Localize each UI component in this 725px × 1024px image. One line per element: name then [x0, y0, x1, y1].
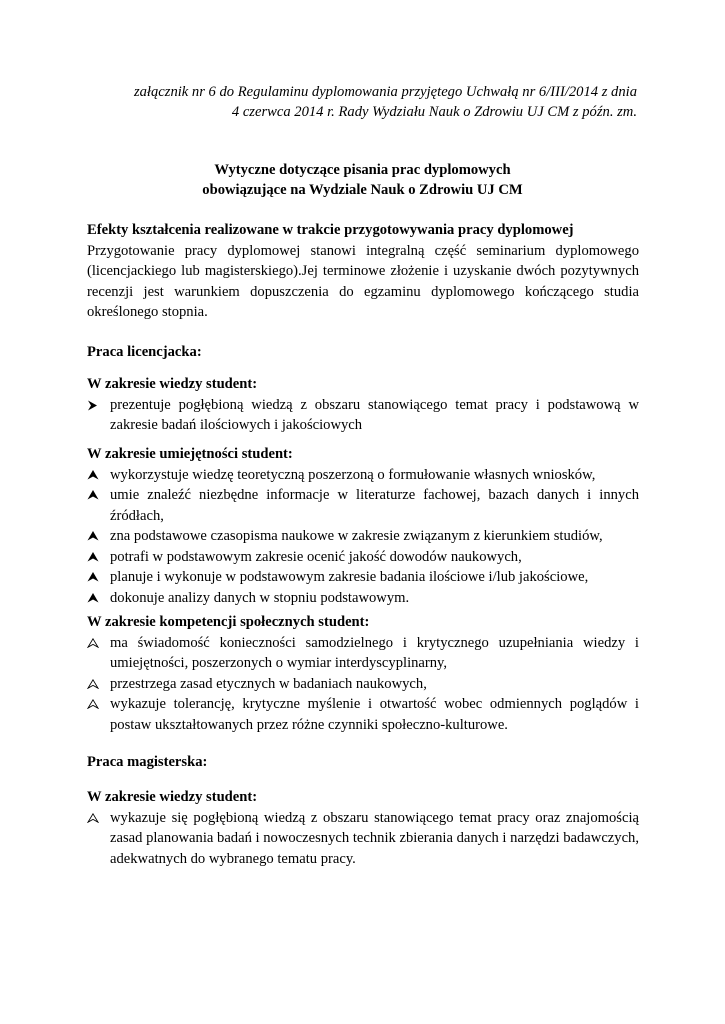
list-item-text: zna podstawowe czasopisma naukowe w zakresie związanym z kierunkiem studiów, — [110, 528, 603, 544]
lic-kompetencje-heading: W zakresie kompetencji społecznych student: — [87, 614, 370, 630]
list-item — [87, 588, 639, 609]
licencjacka-heading: Praca licencjacka: — [87, 344, 202, 360]
list-item-text: wykazuje tolerancję, krytyczne myślenie i otwartość wobec odmiennych poglądów i postaw ukształtowanych przez różne czynniki społeczno-kulturowe. — [110, 696, 639, 733]
lic-kompetencje-section — [87, 612, 639, 735]
filled-tri-bullet-icon — [87, 547, 103, 562]
lic-wiedza-heading: W zakresie wiedzy student: — [87, 376, 258, 392]
filled-tri-bullet-icon — [87, 465, 103, 480]
list-item-text: umie znaleźć niezbędne informacje w literaturze fachowej, bazach danych i innych źródłach, — [110, 487, 639, 524]
mag-wiedza-heading: W zakresie wiedzy student: — [87, 789, 258, 805]
list-item-text: wykazuje się pogłębioną wiedzą z obszaru stanowiącego temat pracy oraz znajomością zasad planowania badań i nowoczesnych technik zbierania danych i narzędzi badawczych, adekwatnych do wybranego tematu pracy. — [110, 809, 639, 867]
list-item-text: prezentuje pogłębioną wiedzą z obszaru stanowiącego temat pracy i podstawową w zakresie badań ilościowych i jakościowych — [110, 396, 639, 433]
effects-section — [87, 220, 639, 323]
filled-tri-bullet-icon — [87, 588, 103, 603]
list-item — [87, 674, 639, 695]
list-item — [87, 567, 639, 588]
magisterska-heading: Praca magisterska: — [87, 754, 208, 770]
lic-umiejetnosci-heading: W zakresie umiejętności student: — [87, 446, 293, 462]
list-item — [87, 485, 639, 526]
list-item — [87, 694, 639, 735]
list-item — [87, 526, 639, 547]
filled-tri-bullet-icon — [87, 526, 103, 541]
arrowhead-bullet-icon — [87, 395, 103, 411]
effects-heading: Efekty kształcenia realizowane w trakcie przygotowywania pracy dyplomowej — [87, 222, 574, 238]
outline-tri-bullet-icon — [87, 694, 103, 709]
filled-tri-bullet-icon — [87, 485, 103, 500]
annex-note — [134, 82, 637, 122]
title-line-1: Wytyczne dotyczące pisania prac dyplomowych — [214, 162, 511, 178]
outline-tri-bullet-icon — [87, 674, 103, 689]
annex-line-2: 4 czerwca 2014 r. Rady Wydziału Nauk o Zdrowiu UJ CM z późn. zm. — [231, 104, 637, 120]
list-item-text: dokonuje analizy danych w stopniu podstawowym. — [110, 589, 410, 606]
outline-tri-bullet-icon — [87, 808, 103, 823]
list-item — [87, 633, 639, 674]
lic-wiedza-section — [87, 374, 639, 436]
list-item — [87, 547, 639, 568]
effects-paragraph: Przygotowanie pracy dyplomowej stanowi integralną część seminarium dyplomowego (licencjackiego lub magisterskiego).Jej terminowe złożenie i uzyskanie dwóch pozytywnych recenzji jest warunkiem dopuszczenia do egzaminu dyplomowego kończącego studia określonego stopnia. — [87, 242, 639, 320]
filled-tri-bullet-icon — [87, 567, 103, 582]
list-item — [87, 808, 639, 870]
outline-tri-bullet-icon — [87, 633, 103, 648]
list-item-text: ma świadomość konieczności samodzielnego i krytycznego uzupełniania wiedzy i umiejętności, poszerzonych o wymiar interdyscyplinarny, — [110, 634, 639, 671]
list-item-text: planuje i wykonuje w podstawowym zakresie badania ilościowe i/lub jakościowe, — [110, 569, 589, 585]
list-item-text: wykorzystuje wiedzę teoretyczną poszerzoną o formułowanie własnych wniosków, — [110, 466, 596, 483]
lic-umiejetnosci-section — [87, 444, 639, 608]
list-item-text: potrafi w podstawowym zakresie ocenić jakość dowodów naukowych, — [110, 548, 522, 565]
title-line-2: obowiązujące na Wydziale Nauk o Zdrowiu UJ CM — [202, 182, 523, 198]
document-title — [0, 160, 725, 200]
list-item — [87, 465, 639, 486]
mag-wiedza-section — [87, 787, 639, 869]
annex-line-1: załącznik nr 6 do Regulaminu dyplomowania przyjętego Uchwałą nr 6/III/2014 z dnia — [133, 84, 637, 100]
list-item — [87, 395, 639, 436]
list-item-text: przestrzega zasad etycznych w badaniach naukowych, — [110, 675, 427, 692]
